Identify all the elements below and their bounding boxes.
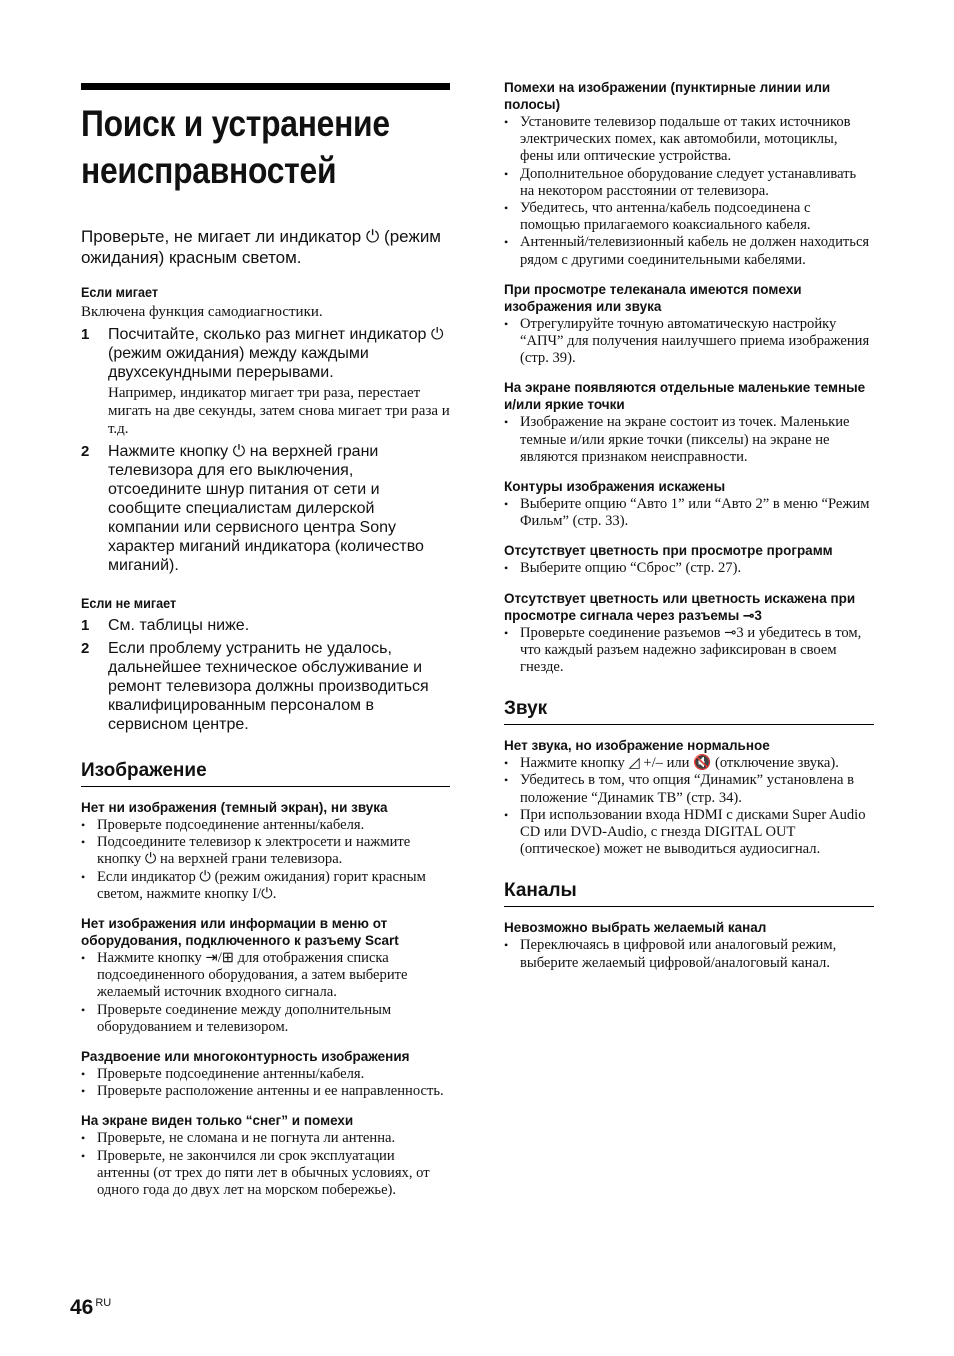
bullet-item: [504, 807, 874, 859]
bullet-item: [504, 625, 874, 677]
issue-heading: Нет звука, но изображение нормальное: [504, 738, 770, 754]
step-text: Посчитайте, сколько раз мигнет индикатор ⏻ (режим ожидания) между каждыми двухсекундными перерывами.: [108, 326, 444, 381]
bullet-dot: •: [504, 115, 509, 129]
bullet-dot: •: [504, 497, 509, 512]
right-issues: [504, 79, 874, 676]
bullet-dot: •: [81, 1084, 86, 1099]
bullet-dot: •: [81, 1131, 86, 1146]
bullet-list: [504, 414, 874, 466]
bullet-dot: •: [504, 938, 509, 953]
issue-block: [81, 1048, 450, 1100]
page-number-value: 46: [70, 1296, 94, 1319]
bullet-text: Установите телевизор подальше от таких источников электрических помех, как автомобили, мотоциклы, фены или оптические устройства.: [520, 114, 851, 165]
bullet-text: Изображение на экране состоит из точек. Маленькие темные и/или яркие точки (пикселы) на экране не являются признаком неисправности.: [520, 414, 850, 465]
bullet-item: [504, 414, 874, 466]
issue-block: [504, 379, 874, 466]
issue-heading: На экране виден только “снег” и помехи: [81, 1113, 354, 1129]
bullet-dot: •: [504, 625, 509, 640]
bullet-text: Дополнительное оборудование следует устанавливать на некотором расстоянии от телевизора.: [520, 165, 857, 199]
issue-heading: Контуры изображения искажены: [504, 479, 726, 495]
bullet-item: [504, 560, 874, 577]
bullet-text: Антенный/телевизионный кабель не должен находиться рядом с другими соединительными кабелями.: [520, 234, 870, 268]
bullet-dot: •: [504, 201, 509, 216]
bullet-text: Выберите опцию “Авто 1” или “Авто 2” в меню “Режим Фильм” (стр. 33).: [520, 496, 870, 530]
blinking-text: Включена функция самодиагностики.: [81, 304, 323, 320]
step-number: 1: [81, 617, 90, 634]
not-blinking-step: [81, 639, 450, 734]
bullet-item: [81, 1130, 450, 1147]
bullet-list: [504, 560, 874, 577]
issue-block: [81, 799, 450, 903]
page-number: [70, 1296, 111, 1320]
bullet-item: [504, 114, 874, 166]
bullet-text: Проверьте подсоединение антенны/кабеля.: [97, 817, 365, 833]
bullet-item: [504, 496, 874, 530]
bullet-list: [81, 950, 450, 1036]
bullet-text: Проверьте, не сломана и не погнута ли антенна.: [97, 1130, 396, 1147]
step-number: 2: [81, 443, 90, 460]
bullet-item: [81, 817, 450, 834]
issue-heading: При просмотре телеканала имеются помехи изображения или звука: [504, 281, 802, 314]
bullet-list: [81, 1130, 450, 1199]
issue-block: [504, 79, 874, 269]
not-blinking-step: [81, 616, 450, 635]
bullet-dot: •: [81, 869, 86, 884]
issue-block: [504, 919, 874, 971]
step-text: Нажмите кнопку ⏻ на верхней грани телевизора для его выключения, отсоедините шнур питания от сети и сообщите специалистам дилерской компании или сервисного центра Sony характер миганий индикатора (количество миганий).: [108, 443, 424, 574]
page-title: [81, 100, 451, 194]
issue-block: [504, 281, 874, 368]
bullet-list: [504, 755, 874, 858]
section-image-title: Изображение: [81, 760, 450, 787]
issue-heading: Невозможно выбрать желаемый канал: [504, 920, 767, 936]
issue-heading: Помехи на изображении (пунктирные линии или полосы): [504, 80, 831, 112]
bullet-text: Отрегулируйте точную автоматическую настройку “АПЧ” для получения наилучшего приема изображения (стр. 39).: [520, 315, 870, 367]
step-number: 1: [81, 326, 90, 343]
bullet-dot: •: [504, 756, 509, 771]
bullet-dot: •: [504, 316, 509, 331]
bullet-list: [504, 937, 874, 971]
left-column: [81, 83, 450, 1199]
bullet-text: При использовании входа HDMI с дисками Super Audio CD или DVD-Audio, с гнезда DIGITAL OUT (оптическое) может не выводиться аудиосигнал.: [520, 806, 866, 858]
bullet-list: [504, 316, 874, 368]
bullet-item: [81, 1148, 450, 1200]
bullet-text: Выберите опцию “Сброс” (стр. 27).: [520, 560, 742, 577]
bullet-dot: •: [81, 951, 86, 966]
bullet-dot: •: [504, 807, 509, 822]
bullet-item: [504, 316, 874, 368]
bullet-item: [81, 950, 450, 1002]
bullet-item: [81, 869, 450, 903]
channel-issues: [504, 919, 874, 971]
issue-block: [504, 737, 874, 858]
issue-block: [504, 542, 874, 577]
step-text: См. таблицы ниже.: [108, 617, 250, 634]
bullet-text: Подсоедините телевизор к электросети и нажмите кнопку ⏻ на верхней грани телевизора.: [97, 834, 411, 868]
bullet-item: [504, 937, 874, 971]
bullet-dot: •: [504, 415, 509, 430]
issue-block: [504, 590, 874, 677]
issue-heading: На экране появляются отдельные маленькие темные и/или яркие точки: [504, 380, 866, 413]
bullet-dot: •: [81, 1148, 86, 1163]
bullet-text: Нажмите кнопку ◿ +/– или 🔇 (отключение звука).: [520, 755, 839, 772]
issue-block: [504, 478, 874, 530]
title-line-2: неисправностей: [81, 150, 337, 191]
bullet-dot: •: [504, 773, 509, 788]
bullet-list: [504, 625, 874, 677]
bullet-dot: •: [81, 818, 86, 832]
bullet-dot: •: [81, 835, 86, 850]
bullet-item: [504, 755, 874, 772]
right-column: [504, 79, 874, 972]
step-number: 2: [81, 640, 90, 657]
issue-heading: Нет изображения или информации в меню от оборудования, подключенного к разъему Scart: [81, 916, 399, 949]
issue-block: [81, 915, 450, 1036]
bullet-item: [504, 772, 874, 806]
step-note: Например, индикатор мигает три раза, перестает мигать на две секунды, затем снова мигает три раза и т.д.: [108, 385, 450, 437]
page-lang: RU: [95, 1297, 112, 1309]
bullet-dot: •: [504, 235, 509, 250]
bullet-list: [504, 114, 874, 269]
bullet-item: [504, 234, 874, 268]
issue-heading: Раздвоение или многоконтурность изображения: [81, 1049, 410, 1065]
bullet-text: Проверьте, не закончился ли срок эксплуатации антенны (от трех до пяти лет в обычных условиях, от одного года до двух лет на морском побережье).: [97, 1147, 430, 1199]
blinking-step: [81, 442, 450, 575]
bullet-item: [81, 1002, 450, 1036]
bullet-text: Переключаясь в цифровой или аналоговый режим, выберите желаемый цифровой/аналоговый канал.: [520, 937, 837, 971]
bullet-item: [81, 1066, 450, 1083]
title-rule: [81, 83, 450, 90]
bullet-dot: •: [81, 1002, 86, 1017]
issue-heading: Нет ни изображения (темный экран), ни звука: [81, 800, 388, 815]
intro-text: Проверьте, не мигает ли индикатор ⏻ (режим ожидания) красным светом.: [81, 227, 441, 267]
bullet-dot: •: [504, 166, 509, 181]
sound-issues: [504, 737, 874, 858]
section-channels-title: Каналы: [504, 880, 874, 907]
bullet-text: Проверьте расположение антенны и ее направленность.: [97, 1083, 444, 1100]
issue-block: [81, 1112, 450, 1199]
bullet-text: Убедитесь, что антенна/кабель подсоединена с помощью прилагаемого коаксиального кабеля.: [520, 200, 811, 234]
bullet-text: Проверьте подсоединение антенны/кабеля.: [97, 1066, 365, 1083]
bullet-item: [504, 166, 874, 200]
blinking-heading: Если мигает: [81, 284, 159, 300]
title-line-1: Поиск и устранение: [81, 103, 390, 144]
blinking-step: [81, 325, 450, 438]
bullet-item: [504, 200, 874, 234]
bullet-item: [81, 1083, 450, 1100]
bullet-text: Проверьте соединение между дополнительным оборудованием и телевизором.: [97, 1001, 392, 1035]
step-text: Если проблему устранить не удалось, дальнейшее техническое обслуживание и ремонт телевизора должны производиться квалифицированным персоналом в сервисном центре.: [108, 640, 429, 733]
issue-heading: Отсутствует цветность при просмотре программ: [504, 543, 833, 559]
bullet-list: [81, 1066, 450, 1100]
not-blinking-heading: Если не мигает: [81, 595, 177, 611]
bullet-text: Если индикатор ⏻ (режим ожидания) горит красным светом, нажмите кнопку I/⏻.: [97, 868, 426, 902]
bullet-list: [504, 496, 874, 530]
bullet-dot: •: [81, 1067, 86, 1082]
image-issues: [81, 799, 450, 1199]
issue-heading: Отсутствует цветность или цветность искажена при просмотре сигнала через разъемы ⊸3: [504, 590, 856, 623]
bullet-text: Проверьте соединение разъемов ⊸3 и убедитесь в том, что каждый разъем надежно зафиксирован в своем гнезде.: [520, 624, 862, 676]
bullet-list: [81, 817, 450, 903]
bullet-item: [81, 834, 450, 868]
bullet-text: Убедитесь в том, что опция “Динамик” установлена в положение “Динамик ТВ” (стр. 34).: [520, 772, 854, 806]
bullet-text: Нажмите кнопку ⇥/⊞ для отображения списка подсоединенного оборудования, а затем выберите желаемый источник входного сигнала.: [97, 950, 408, 1001]
section-sound-title: Звук: [504, 698, 874, 725]
bullet-dot: •: [504, 561, 509, 576]
